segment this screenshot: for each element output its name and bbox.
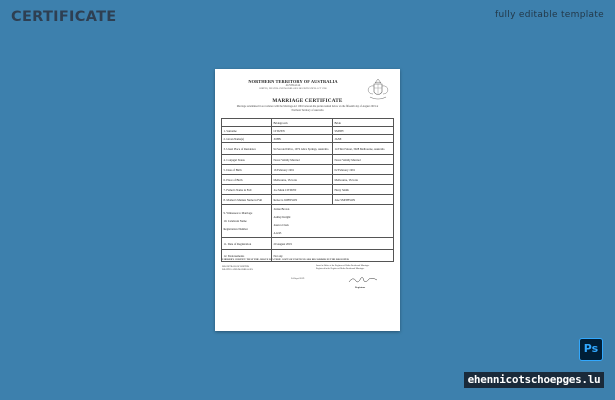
groom-value: Joe Mark CITIZEN [272, 185, 333, 195]
certificate-subheading-1: AUSTRALIA [285, 84, 301, 87]
row-label: 12. Endorsements [222, 250, 272, 262]
groom-value: Melbourne, Victoria [272, 175, 333, 185]
row-label: 2. Given Name(s) [222, 135, 272, 143]
groom-value: Rebecca JOHNSON [272, 195, 333, 205]
table-row [222, 205, 394, 238]
celebrant-label: 10. Celebrant Name [223, 219, 247, 223]
groom-value: Never Validly Married [272, 155, 333, 165]
table-row [222, 135, 394, 143]
issued-note-2: Registered in the Register of Births Deaths and Marriages [316, 268, 365, 270]
registrar-signature [348, 275, 378, 285]
table-row [222, 195, 394, 205]
bride-value: 02 February 1991 [333, 165, 394, 175]
issue-date: 24 Sept 2019 [291, 277, 305, 280]
witness-value: Ashley Knight [273, 215, 291, 219]
watermark-label: ehennicotschoepges.lu [464, 372, 604, 388]
table-row [222, 185, 394, 195]
row-label: 3. Usual Place of Residence [222, 143, 272, 155]
row-label: 1. Surname [222, 127, 272, 135]
registrar-label: Registrar [355, 286, 366, 289]
bride-value: 14 Third Street, 3028 Melbourne, Australia [333, 143, 394, 155]
row-label: 7. Father's Name in Full [222, 185, 272, 195]
bride-value: Never Validly Married [333, 155, 394, 165]
row-label: 8. Mother's Maiden Name in Full [222, 195, 272, 205]
row-label: 5. Date of Birth [222, 165, 272, 175]
particulars-table [221, 118, 394, 262]
column-header: Bridegroom [272, 119, 333, 127]
certificate-intro: Marriage solemnized in accordance with the Marriage Act 1961 between the parties named below on the fifteenth day of August 2019 at Northern Territory of Australia [236, 105, 379, 112]
registration-label: Registration Number [223, 227, 248, 231]
certificate-document [215, 69, 400, 331]
date-registration-value: 20 August 2019 [272, 238, 394, 250]
table-row [222, 165, 394, 175]
groom-value: 94 Second Drive, 1072 Alice Springs, Australia [272, 143, 333, 155]
table-header-row [222, 119, 394, 127]
table-row [222, 155, 394, 165]
bride-value: Melbourne, Victoria [333, 175, 394, 185]
certificate-header [229, 79, 357, 90]
photoshop-icon: Ps [579, 338, 603, 361]
column-header: Bride [333, 119, 394, 127]
groom-value: CITIZEN [272, 127, 333, 135]
groom-value: JOHN [272, 135, 333, 143]
page-title: CERTIFICATE [11, 9, 117, 25]
endorsement-value: Not any [272, 250, 394, 262]
witness-label: 9. Witnesses to Marriage [223, 211, 253, 215]
bride-value: JANE [333, 135, 394, 143]
certify-statement: I HEREBY CERTIFY THAT THE ABOVE IS A TRUE COPY OF PARTICULARS RECORDED IN THE REGISTER [222, 258, 349, 261]
witness-value: Jackie Brown [273, 207, 290, 211]
bride-value: Harry Smith [333, 185, 394, 195]
bride-value: SMITH [333, 127, 394, 135]
issued-note-1: Issued at Office of the Registrar of Births Deaths and Marriages [316, 265, 370, 267]
marriage-certificate-title: MARRIAGE CERTIFICATE [272, 98, 343, 104]
registrar-office-line-1: REGISTRAR OF BIRTHS [222, 265, 250, 268]
row-label: 11. Date of Registration [222, 238, 272, 250]
celebrant-value: Jessica Clark [273, 223, 289, 227]
groom-value: 16 February 1991 [272, 165, 333, 175]
table-row [222, 127, 394, 135]
registrar-office-line-2: DEATHS AND MARRIAGES [222, 268, 253, 271]
registration-value: A1245 [273, 231, 282, 235]
page-subtitle: fully editable template [495, 10, 604, 20]
row-label: 6. Place of Birth [222, 175, 272, 185]
certificate-heading: NORTHERN TERRITORY OF AUSTRALIA [248, 79, 338, 84]
row-label: 4. Conjugal Status [222, 155, 272, 165]
table-row [222, 175, 394, 185]
bride-value: Jane SMITHSON [333, 195, 394, 205]
table-row [222, 143, 394, 155]
table-row [222, 238, 394, 250]
certificate-subheading-2: BIRTHS, DEATHS AND MARRIAGES REGISTRATION ACT 1996 [259, 87, 327, 91]
